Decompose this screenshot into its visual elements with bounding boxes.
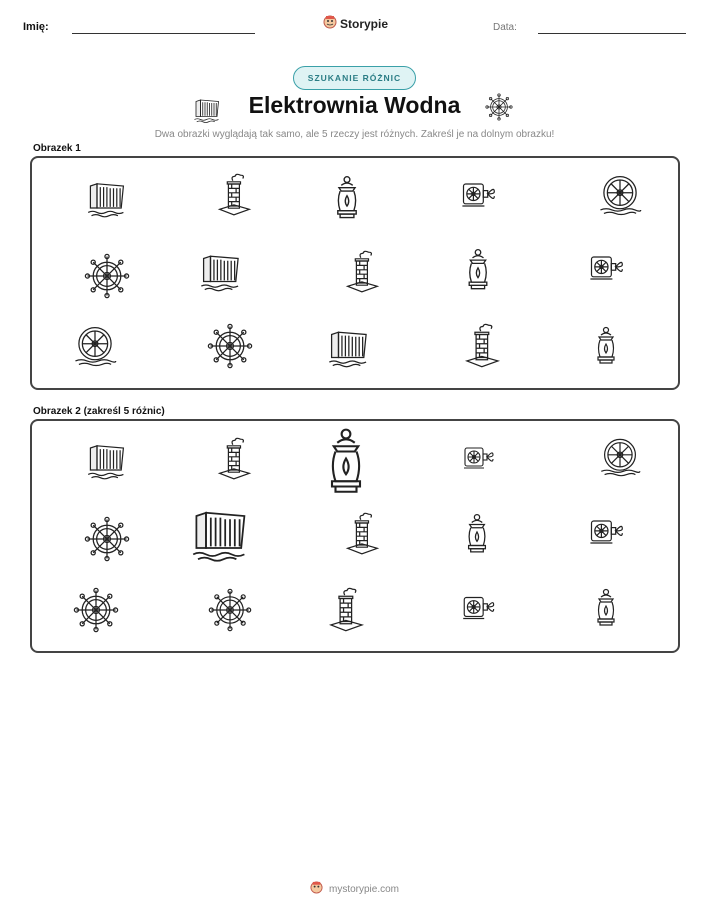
- turbine-icon[interactable]: [460, 438, 500, 478]
- chimney-icon[interactable]: [213, 437, 257, 481]
- instructions: Dwa obrazki wyglądają tak samo, ale 5 rzeczy jest różnych. Zakreśl je na dolnym obrazku!: [154, 129, 555, 140]
- ship-wheel-icon: [84, 253, 130, 299]
- chimney-icon: [460, 323, 506, 369]
- waterwheel-icon: [597, 172, 643, 218]
- lantern-icon: [586, 326, 626, 366]
- dam-icon: [199, 247, 245, 293]
- waterwheel-icon: [72, 323, 118, 369]
- turbine-icon[interactable]: [586, 510, 630, 554]
- panel1-label: Obrazek 1: [33, 143, 81, 154]
- chimney-icon[interactable]: [324, 587, 370, 633]
- name-line[interactable]: [72, 33, 255, 34]
- brand-name: Storypie: [340, 16, 389, 31]
- dam-icon[interactable]: [190, 500, 254, 564]
- ship-wheel-icon[interactable]: [84, 516, 130, 562]
- panel2-label: Obrazek 2 (zakreśl 5 różnic): [33, 406, 165, 417]
- chimney-icon: [341, 250, 385, 294]
- lantern-icon[interactable]: [311, 427, 381, 497]
- ship-wheel-icon[interactable]: [208, 588, 252, 632]
- footer-url[interactable]: mystorypie.com: [328, 883, 399, 895]
- lantern-icon[interactable]: [586, 588, 626, 628]
- ship-wheel-icon[interactable]: [73, 587, 119, 633]
- lantern-icon: [456, 248, 500, 292]
- page-title: Elektrownia Wodna: [248, 92, 461, 118]
- lantern-icon[interactable]: [456, 513, 498, 555]
- ship-wheel-icon: [207, 323, 253, 369]
- waterwheel-icon[interactable]: [598, 435, 642, 479]
- title-ship-wheel-icon: [485, 93, 513, 121]
- storypie-footer-icon: [310, 881, 323, 897]
- date-label: Data:: [493, 22, 517, 33]
- footer: [0, 881, 709, 897]
- turbine-icon[interactable]: [459, 587, 501, 629]
- date-line[interactable]: [538, 33, 686, 34]
- name-label: Imię:: [23, 21, 49, 33]
- dam-icon[interactable]: [86, 437, 130, 481]
- activity-badge: SZUKANIE RÓŻNIC: [293, 66, 416, 90]
- brand-logo: [323, 15, 388, 32]
- turbine-icon: [458, 173, 502, 217]
- storypie-logo-icon: [323, 15, 337, 32]
- chimney-icon: [213, 173, 257, 217]
- chimney-icon[interactable]: [341, 512, 385, 556]
- turbine-icon: [586, 246, 630, 290]
- dam-icon: [86, 175, 130, 219]
- lantern-icon: [324, 175, 370, 221]
- dam-icon: [327, 323, 373, 369]
